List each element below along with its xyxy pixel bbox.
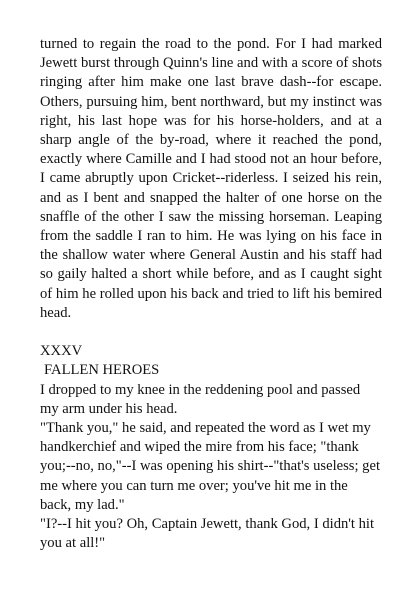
body-paragraph: I dropped to my knee in the reddening pool and passed my arm under his head. (40, 381, 361, 417)
body-paragraph: "Thank you," he said, and repeated the word as I wet my handkerchief and wiped the mire from his face; "thank you;--no, no,"--I was opening his shirt--"that's useless; get me where you can turn me over; you've hit me in the back, my lad." (40, 420, 381, 513)
chapter-title: FALLEN HEROES (44, 362, 160, 379)
body-paragraph: turned to regain the road to the pond. For I had marked Jewett burst through Quinn's line and with a score of shots ringing after him make one last brave dash--for escape. Others, pursuing him, bent northward, but my instinct was right, his last hope was for his horse-holders, and at a sharp angle of the by-road, where it reached the pond, exactly where Camille and I had stood not an hour before, I came abruptly upon Cricket--riderless. I seized his rein, and as I bent and snapped the halter of one horse on the snaffle of the other I saw the missing horseman. Leaping from the saddle I ran to him. He was lying on his face in the shallow water where General Austin and his staff had so gaily halted a short while before, and as I caught sight of him he rolled upon his back and tried to lift his bemired head. (40, 36, 382, 321)
chapter-number: XXXV (40, 343, 83, 360)
book-page (40, 35, 382, 553)
section-spacer (40, 323, 382, 342)
body-paragraph: "I?--I hit you? Oh, Captain Jewett, thank God, I didn't hit you at all!" (40, 516, 375, 552)
